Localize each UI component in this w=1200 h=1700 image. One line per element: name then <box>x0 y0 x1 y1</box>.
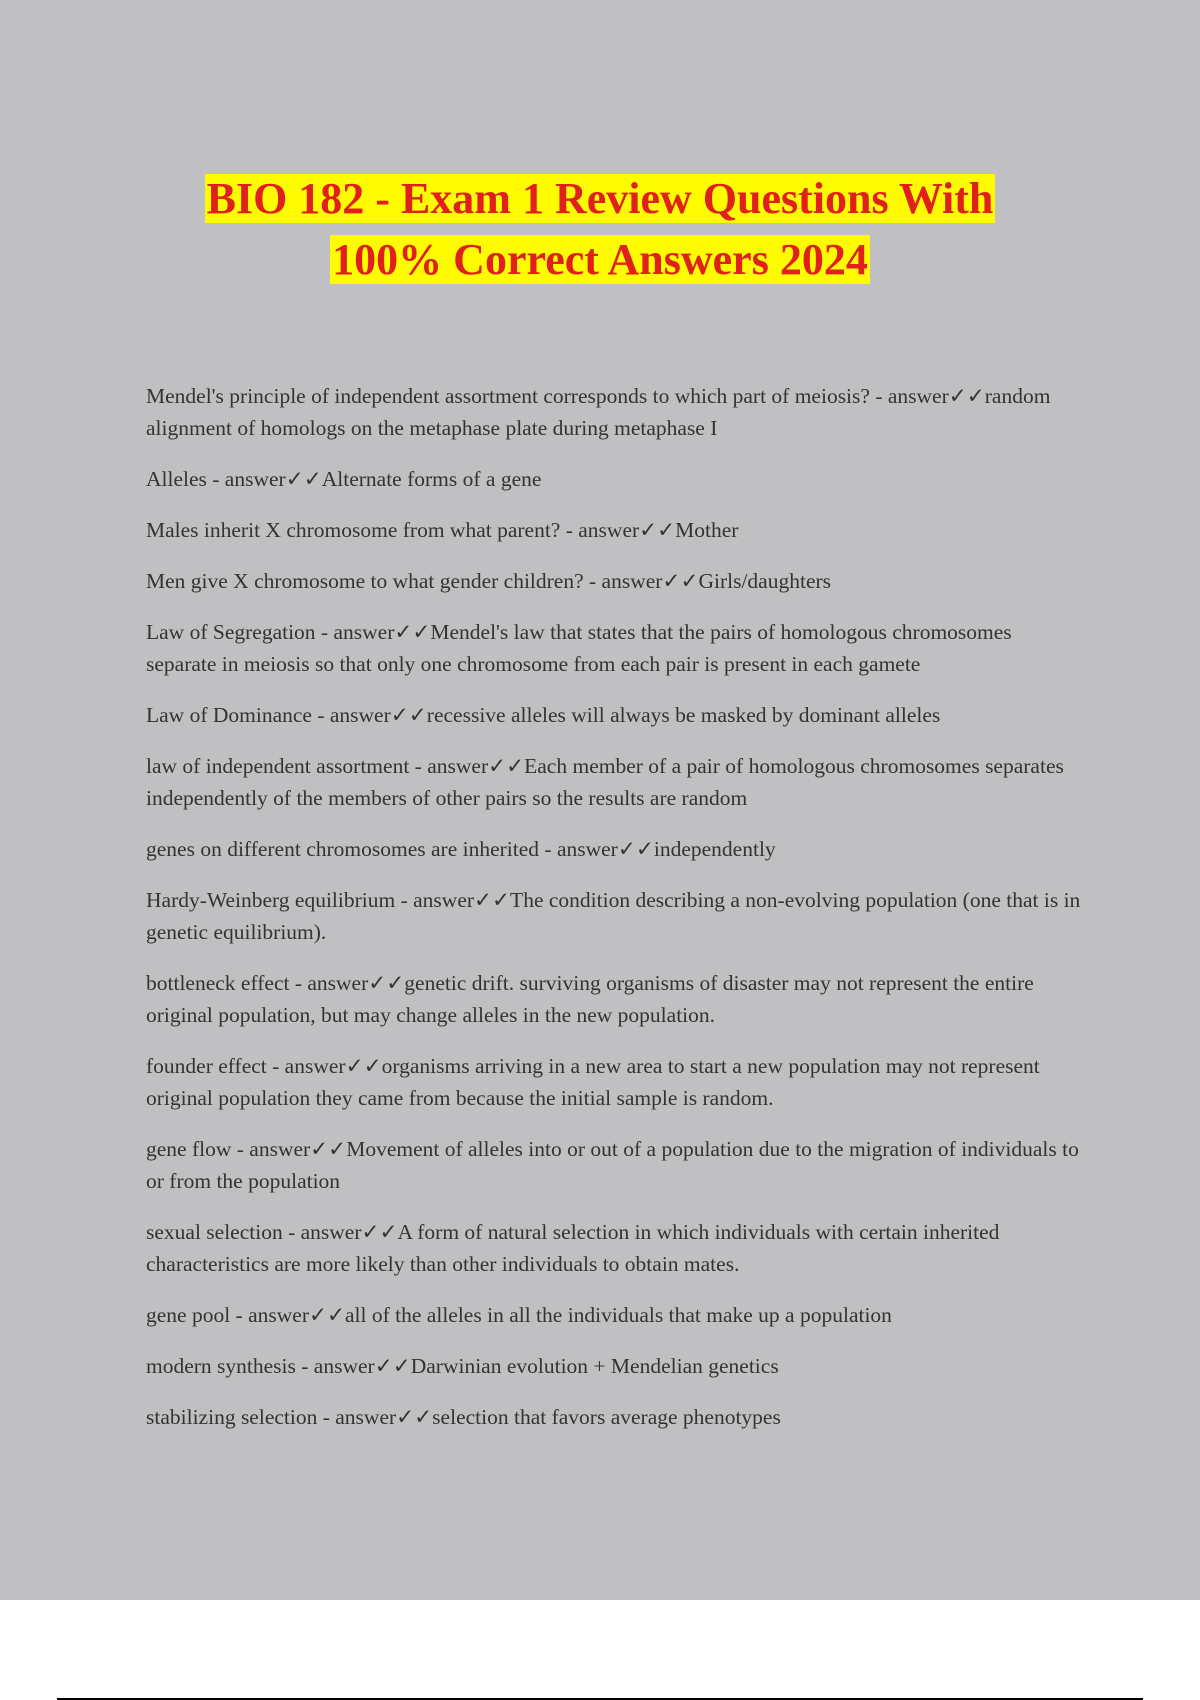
qa-item: founder effect - answer✓✓organisms arriving in a new area to start a new population may not represent original population they came from because the initial sample is random. <box>146 1054 1040 1110</box>
qa-item: gene flow - answer✓✓Movement of alleles into or out of a population due to the migration of individuals to or from the population <box>146 1137 1079 1193</box>
qa-item: Law of Dominance - answer✓✓recessive alleles will always be masked by dominant alleles <box>146 703 941 727</box>
title-line-1: BIO 182 - Exam 1 Review Questions With <box>206 174 994 223</box>
document-title <box>0 168 1200 290</box>
qa-item: Law of Segregation - answer✓✓Mendel's law that states that the pairs of homologous chromosomes separate in meiosis so that only one chromosome from each pair is present in each gamete <box>146 620 1012 676</box>
title-line-2: 100% Correct Answers 2024 <box>332 235 868 284</box>
qa-item: modern synthesis - answer✓✓Darwinian evolution + Mendelian genetics <box>146 1354 779 1378</box>
qa-item: law of independent assortment - answer✓✓Each member of a pair of homologous chromosomes separates independently of the members of other pairs so the results are random <box>146 754 1064 810</box>
qa-item: genes on different chromosomes are inherited - answer✓✓independently <box>146 837 776 861</box>
qa-item: sexual selection - answer✓✓A form of natural selection in which individuals with certain inherited characteristics are more likely than other individuals to obtain mates. <box>146 1220 1000 1276</box>
qa-list <box>146 380 1086 1452</box>
qa-item: bottleneck effect - answer✓✓genetic drift. surviving organisms of disaster may not represent the entire original population, but may change alleles in the new population. <box>146 971 1034 1027</box>
qa-item: Males inherit X chromosome from what parent? - answer✓✓Mother <box>146 518 739 542</box>
qa-item: stabilizing selection - answer✓✓selection that favors average phenotypes <box>146 1405 781 1429</box>
qa-item: gene pool - answer✓✓all of the alleles in all the individuals that make up a population <box>146 1303 892 1327</box>
qa-item: Alleles - answer✓✓Alternate forms of a gene <box>146 467 542 491</box>
qa-item: Hardy-Weinberg equilibrium - answer✓✓The condition describing a non-evolving population (one that is in genetic equilibrium). <box>146 888 1081 944</box>
qa-item: Mendel's principle of independent assortment corresponds to which part of meiosis? - answer✓✓random alignment of homologs on the metaphase plate during metaphase I <box>146 384 1051 440</box>
qa-item: Men give X chromosome to what gender children? - answer✓✓Girls/daughters <box>146 569 832 593</box>
